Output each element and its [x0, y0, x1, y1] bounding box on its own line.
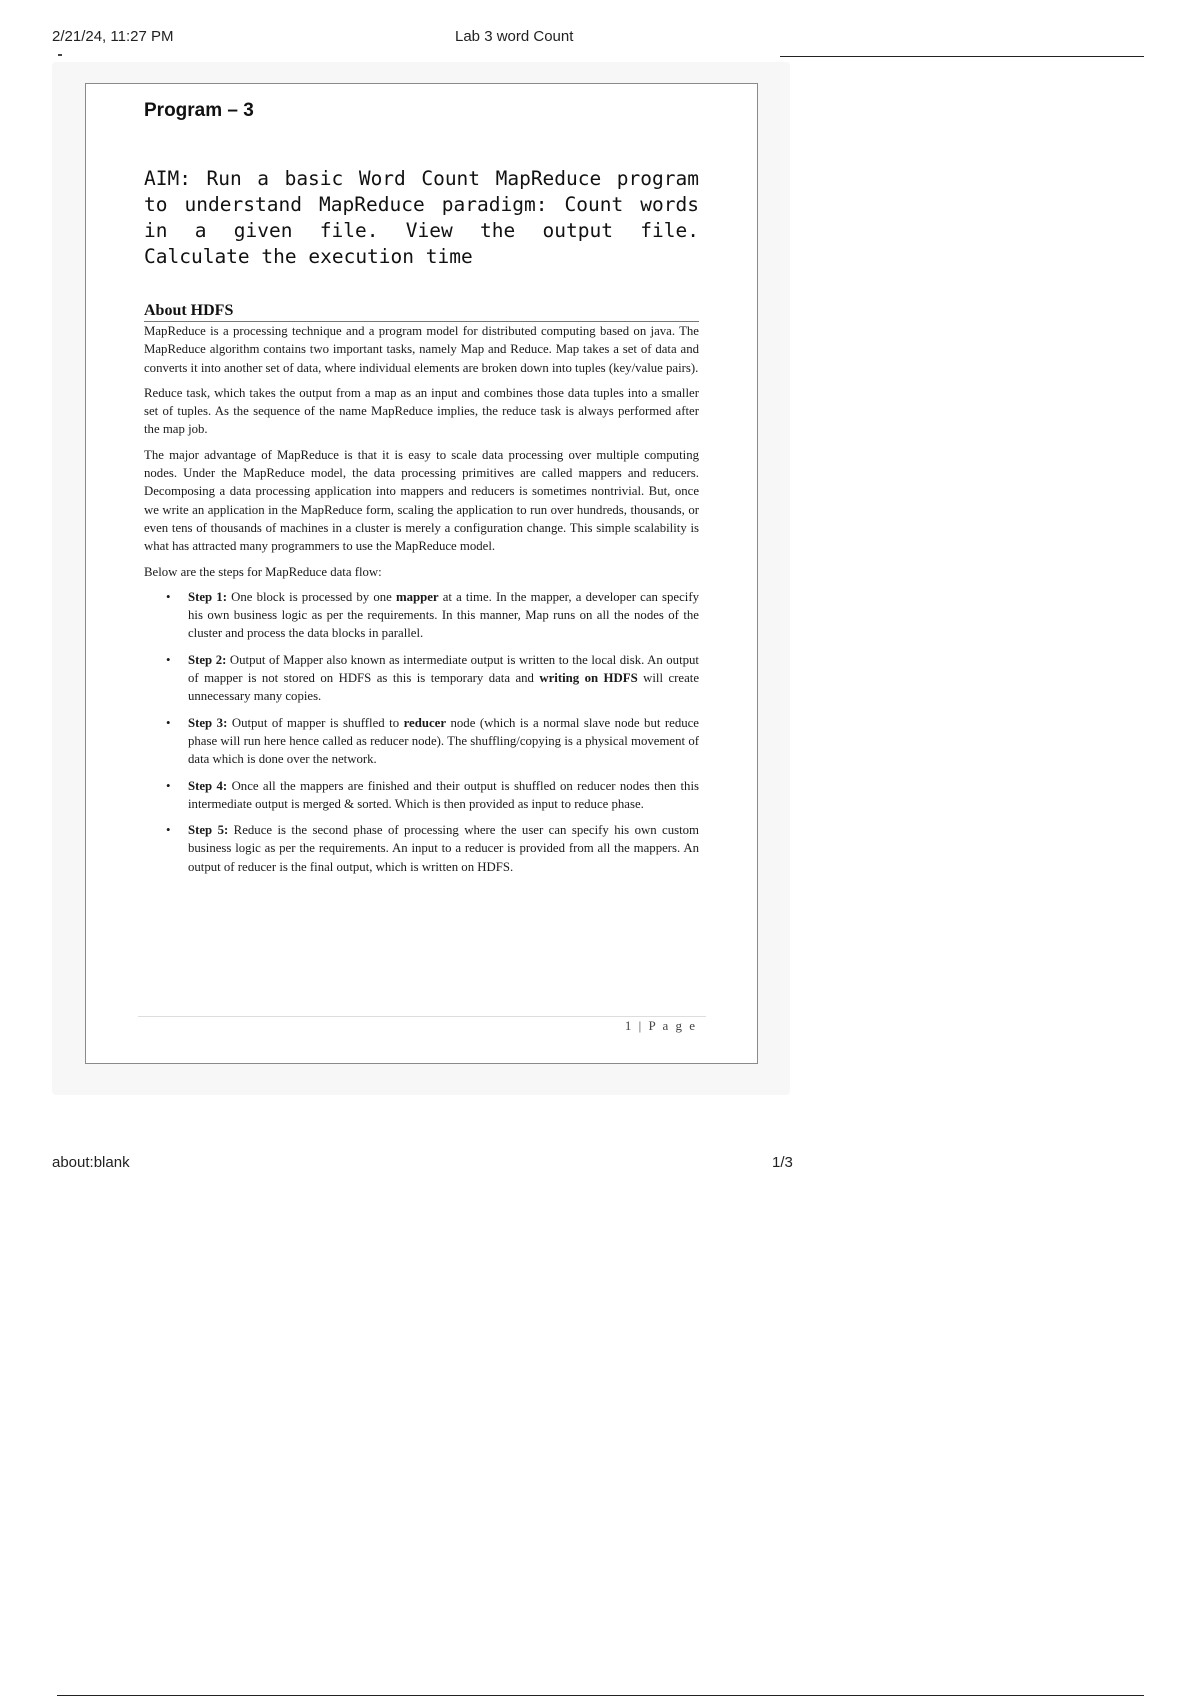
step-text: Output of Mapper also known as intermediate output is written to the local disk. An output of mapper is not stored on HDFS as this is temporary data and [188, 652, 699, 686]
list-item [166, 777, 699, 814]
header-rule [780, 56, 1144, 57]
paragraph: The major advantage of MapReduce is that it is easy to scale data processing over multiple computing nodes. Under the MapReduce model, the data processing primitives are called mappers and reducers. Decomposing a data processing application into mappers and reducers is sometimes nontrivial. But, once we write an application in the MapReduce form, scaling the application to run over hundreds, thousands, or even tens of thousands of machines in a cluster is merely a configuration change. This simple scalability is what has attracted many programmers to use the MapReduce model. [144, 447, 699, 554]
list-item [166, 821, 699, 876]
print-page-count: 1/3 [772, 1154, 793, 1171]
step-label: Step 2: [188, 652, 227, 667]
document-page [85, 83, 758, 1064]
step-label: Step 1: [188, 589, 227, 604]
paragraph: MapReduce is a processing technique and a program model for distributed computing based on java. The MapReduce algorithm contains two important tasks, namely Map and Reduce. Map takes a set of data and converts it into another set of data, where individual elements are broken down into tuples (key/value pairs). [144, 324, 699, 375]
print-url: about:blank [52, 1154, 130, 1171]
step-label: Step 5: [188, 823, 229, 838]
print-page-title: Lab 3 word Count [455, 28, 574, 45]
page-content [144, 100, 699, 884]
step-bold-term: mapper [395, 589, 439, 604]
step-text: node (which is a normal slave node but reduce phase will run here hence called as reducer node). The shuffling/copying is a physical movement of data which is done over the network. [188, 715, 699, 767]
step-label: Step 4: [188, 778, 228, 793]
step-text: Reduce is the second phase of processing where the user can specify his own custom business logic as per the requirements. An input to a reducer is provided from all the mappers. An output of reducer is the final output, which is written on HDFS. [188, 823, 699, 874]
step-bold-term: writing on HDFS [539, 671, 638, 686]
bullet-icon: • [166, 778, 171, 793]
step-text: Output of mapper is shuffled to [227, 715, 404, 730]
step-text: will create unnecessary many copies. [188, 671, 700, 704]
bullet-icon: • [166, 589, 171, 604]
list-item [166, 714, 699, 769]
step-text: Once all the mappers are finished and their output is shuffled on reducer nodes then this intermediate output is merged & sorted. Which is then provided as input to reduce phase. [188, 778, 699, 811]
list-item [166, 651, 700, 706]
program-title: Program – 3 [144, 100, 254, 121]
aim-statement: AIM: Run a basic Word Count MapReduce program to understand MapReduce paradigm: Count words in a given file. View the output file. Calculate the execution time [144, 167, 699, 268]
list-item [166, 588, 700, 643]
page-number: 1 | P a g e [624, 1018, 697, 1033]
bullet-icon: • [166, 652, 171, 667]
bullet-icon: • [166, 823, 171, 838]
steps-list [144, 588, 699, 876]
step-text: One block is processed by one [226, 589, 396, 604]
print-datetime: 2/21/24, 11:27 PM [52, 28, 174, 45]
page-footer-rule [138, 1016, 706, 1017]
steps-intro: Below are the steps for MapReduce data flow: [144, 564, 382, 579]
section-heading: About HDFS [144, 302, 699, 322]
step-label: Step 3: [188, 715, 228, 730]
step-bold-term: reducer [403, 715, 447, 730]
paragraph: Reduce task, which takes the output from a map as an input and combines those data tuples into a smaller set of tuples. As the sequence of the name MapReduce implies, the reduce task is always performed after the map job. [144, 385, 699, 437]
bullet-icon: • [166, 715, 171, 730]
footer-rule [57, 1695, 1144, 1696]
header-tick-mark [58, 54, 62, 56]
step-text: at a time. In the mapper, a developer can specify his own business logic as per the requirements. In this manner, Map runs on all the nodes of the cluster and process the data blocks in parallel. [188, 589, 700, 641]
